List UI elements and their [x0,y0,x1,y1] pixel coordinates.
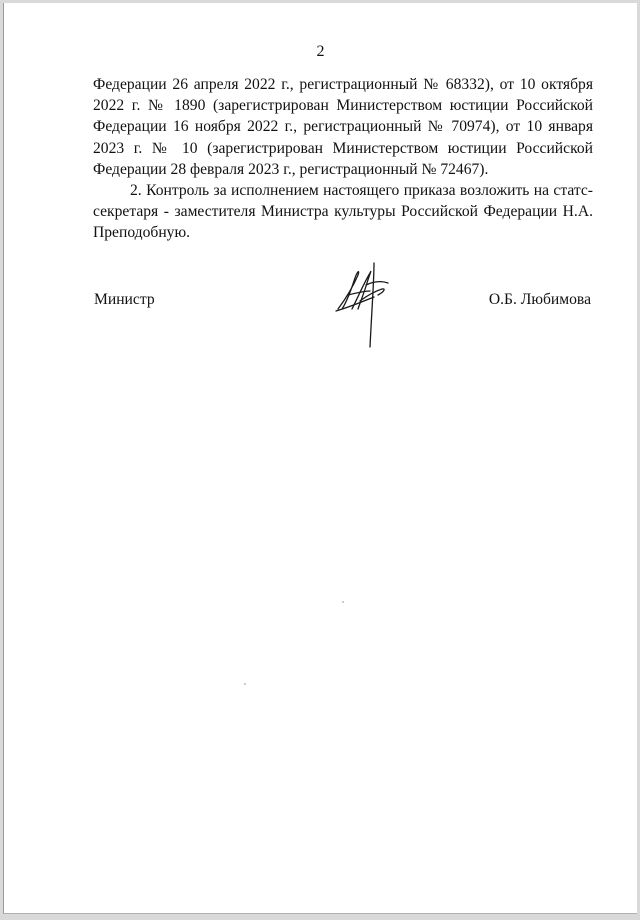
scan-speck [342,601,344,603]
handwritten-signature [330,251,400,351]
signer-name: О.Б. Любимова [488,291,591,308]
signer-title: Министр [94,291,155,308]
paragraph-control-clause: 2. Контроль за исполнением настоящего приказа возложить на статс-секретаря - заместителя Министра культуры Российской Федерации Н.А. Преподобную. [93,182,593,242]
page-number: 2 [316,43,325,60]
scan-speck [244,683,246,685]
document-page [3,3,637,914]
paragraph-continuation: Федерации 26 апреля 2022 г., регистрационный № 68332), от 10 октября 2022 г. № 1890 (зарегистрирован Министерством юстиции Российской Федерации 16 ноября 2022 г., регистрационный № 70974), от 10 января 2023 г. № 10 (зарегистрирован Министерством юстиции Российской Федерации 28 февраля 2023 г., регистрационный № 72467). [93,76,593,178]
